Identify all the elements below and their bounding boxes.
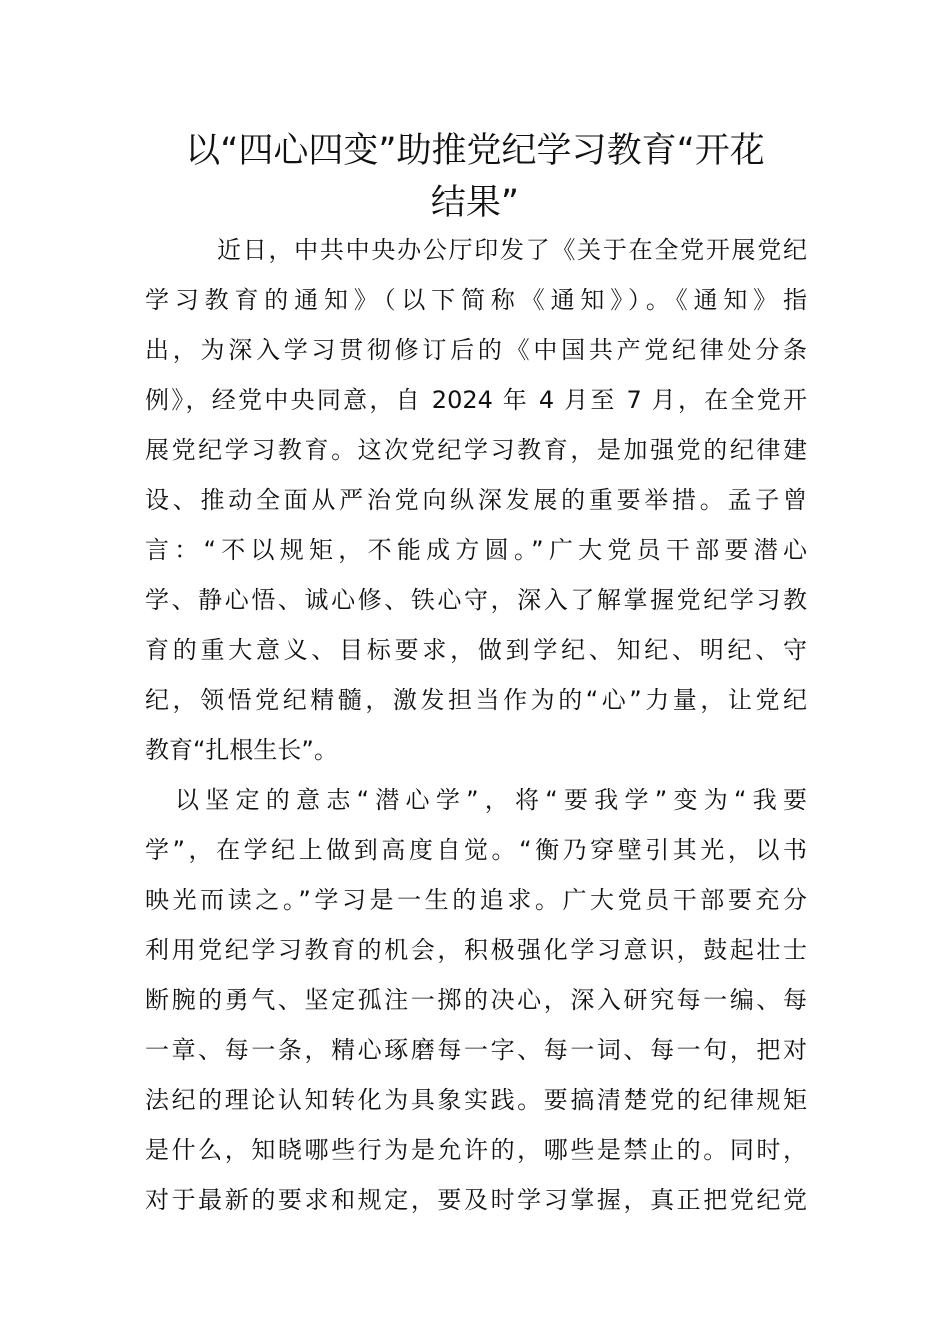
- text-line: 学”，在学纪上做到高度自觉。“衡乃穿壁引其光，以书: [145, 836, 807, 864]
- text-line: 教育“扎根生长”。: [145, 736, 338, 764]
- text-line: 学习教育的通知》（以下简称《通知》）。《通知》指: [145, 286, 807, 314]
- paragraph-2: [145, 775, 807, 1225]
- text-line: 纪，领悟党纪精髓，激发担当作为的“心”力量，让党纪: [145, 686, 807, 714]
- paragraph-1: [145, 225, 807, 775]
- text-line: 设、推动全面从严治党向纵深发展的重要举措。孟子曾: [145, 486, 807, 514]
- text-line: 是什么，知晓哪些行为是允许的，哪些是禁止的。同时，: [145, 1136, 807, 1164]
- text-line: 一章、每一条，精心琢磨每一字、每一词、每一句，把对: [145, 1036, 807, 1064]
- text-line: 近日，中共中央办公厅印发了《关于在全党开展党纪: [217, 236, 807, 264]
- text-line: 出，为深入学习贯彻修订后的《中国共产党纪律处分条: [145, 336, 807, 364]
- text-line: 言：“不以规矩，不能成方圆。”广大党员干部要潜心: [145, 536, 807, 564]
- document-title: [140, 125, 810, 229]
- text-line: 法纪的理论认知转化为具象实践。要搞清楚党的纪律规矩: [145, 1086, 807, 1114]
- text-line: 学、静心悟、诚心修、铁心守，深入了解掌握党纪学习教: [145, 586, 807, 614]
- text-line: 利用党纪学习教育的机会，积极强化学习意识，鼓起壮士: [145, 936, 807, 964]
- text-line: 展党纪学习教育。这次党纪学习教育，是加强党的纪律建: [145, 436, 807, 464]
- title-line: 结果”: [430, 183, 520, 223]
- text-line: 对于最新的要求和规定，要及时学习掌握，真正把党纪党: [145, 1186, 807, 1214]
- text-line: 以坚定的意志“潜心学”，将“要我学”变为“我要: [175, 786, 807, 814]
- text-line: 例》，经党中央同意，自 2024 年 4 月至 7 月，在全党开: [145, 386, 807, 414]
- title-line: 以“四心四变”助推党纪学习教育“开花: [185, 131, 765, 171]
- text-line: 映光而读之。”学习是一生的追求。广大党员干部要充分: [145, 886, 807, 914]
- text-line: 育的重大意义、目标要求，做到学纪、知纪、明纪、守: [145, 636, 807, 664]
- document-body: [145, 225, 807, 1225]
- text-line: 断腕的勇气、坚定孤注一掷的决心，深入研究每一编、每: [145, 986, 807, 1014]
